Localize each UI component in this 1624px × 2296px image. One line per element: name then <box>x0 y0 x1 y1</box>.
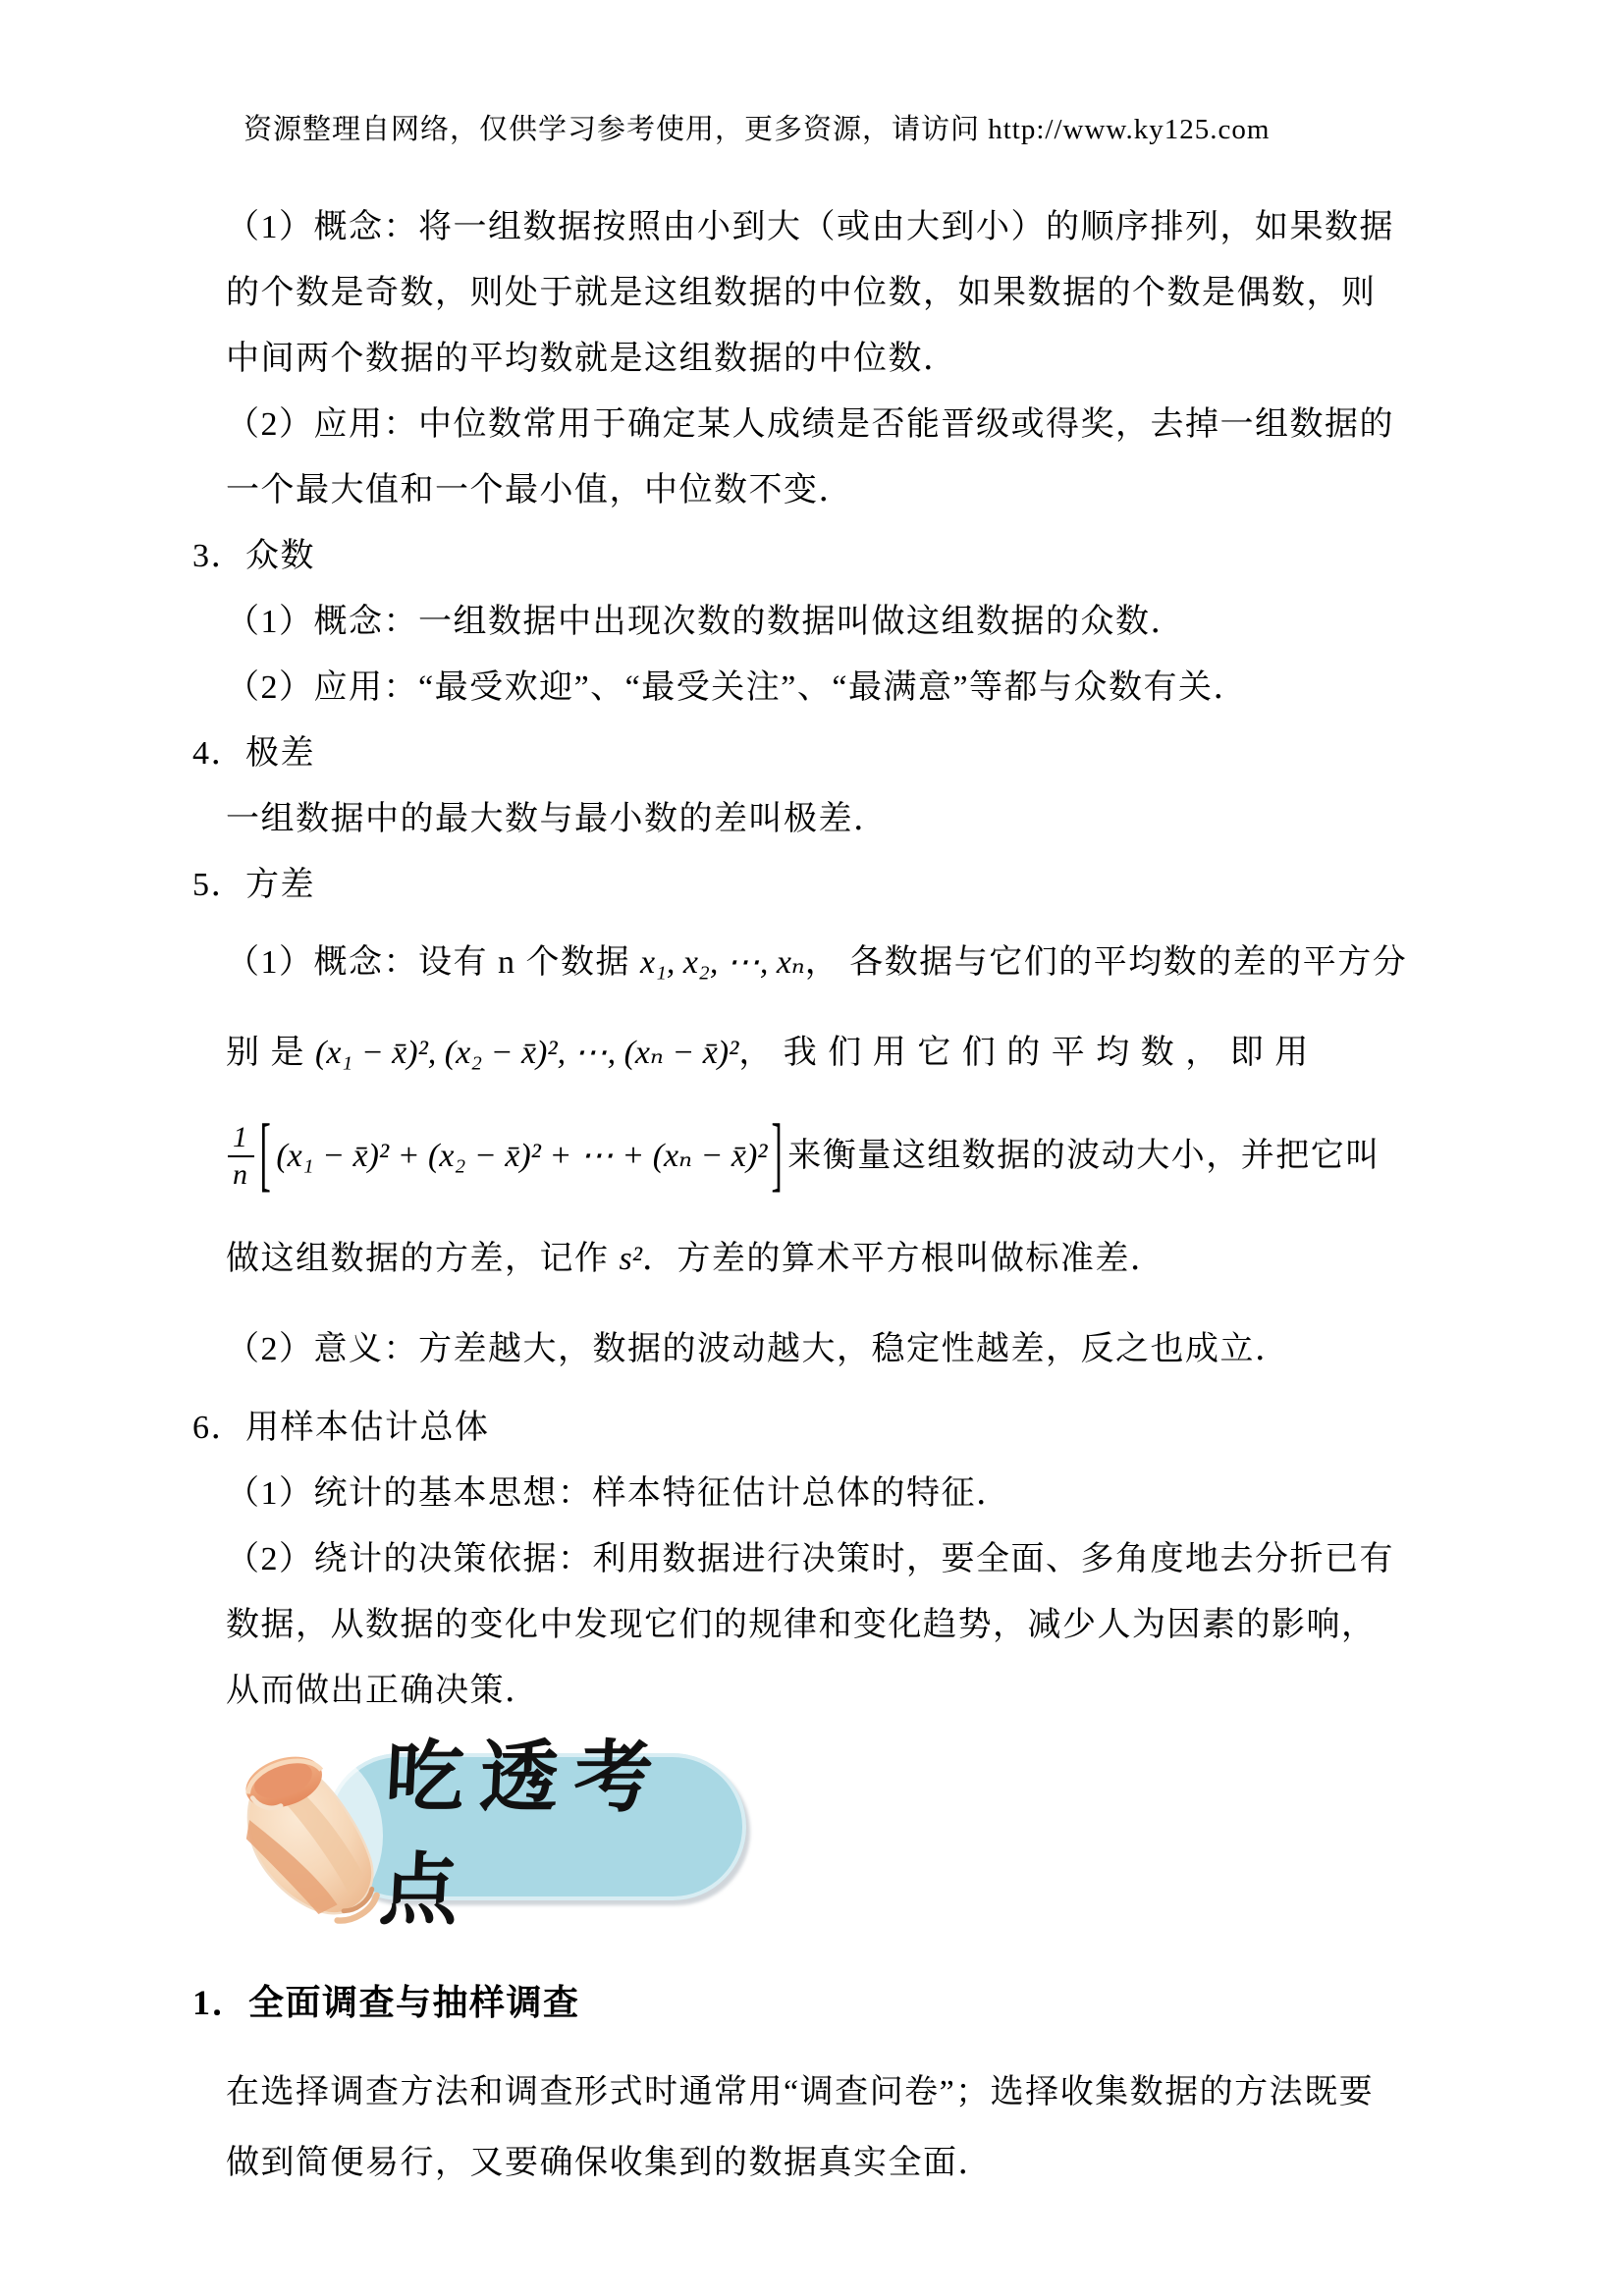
variance-concept-line-4 <box>0 1214 1624 1305</box>
median-concept-line-2: 的个数是奇数，则处于就是这组数据的中位数，如果数据的个数是偶数，则 <box>226 275 1377 311</box>
variance-text: （1）概念：设有 n 个数据 <box>226 944 640 981</box>
mode-concept-line: （1）概念：一组数据中出现次数的数据叫做这组数据的众数． <box>226 604 1185 640</box>
math-s-squared: s² <box>619 1241 642 1277</box>
keypoint-line-2: 做到简便易行，又要确保收集到的数据真实全面． <box>226 2145 993 2181</box>
variance-formula-line <box>0 1098 1624 1214</box>
key-points-banner <box>0 1735 1624 1948</box>
sample-line-1: （1）统计的基本思想：样本特征估计总体的特征． <box>226 1475 1011 1512</box>
variance-concept-line-2 <box>0 1008 1624 1098</box>
fraction-one-over-n <box>228 1121 254 1192</box>
right-bracket: ] <box>771 1109 785 1201</box>
variance-text: ．方差的算术平方根叫做标准差． <box>641 1241 1165 1277</box>
section-heading-sample: 6．用样本估计总体 <box>192 1410 490 1446</box>
math-x-sequence: x₁, x₂, ⋯, xₙ <box>640 944 805 981</box>
variance-meaning-line: （2）意义：方差越大，数据的波动越大，稳定性越差，反之也成立． <box>226 1331 1290 1367</box>
keypoint-line-1: 在选择调查方法和调查形式时通常用“调查问卷”；选择收集数据的方法既要 <box>226 2074 1375 2110</box>
header-notice: 资源整理自网络，仅供学习参考使用，更多资源，请访问 http://www.ky125.com <box>244 114 1271 145</box>
median-concept-line-3: 中间两个数据的平均数就是这组数据的中位数． <box>226 341 958 377</box>
keypoint-heading: 1．全面调查与抽样调查 <box>192 1983 580 2022</box>
variance-concept-line-1 <box>0 918 1624 1008</box>
mode-usage-line: （2）应用：“最受欢迎”、“最受关注”、“最满意”等都与众数有关． <box>226 669 1249 706</box>
section-heading-mode: 3．众数 <box>192 538 315 574</box>
math-sum-of-squares: (x₁ − x̄)² + (x₂ − x̄)² + ⋯ + (xₙ − x̄)² <box>276 1138 768 1174</box>
variance-text: ， 各数据与它们的平均数的差的平方分 <box>804 944 1408 981</box>
banner-title: 吃透考点 <box>377 1735 671 1935</box>
median-usage-line-2: 一个最大值和一个最小值，中位数不变． <box>226 472 853 508</box>
variance-text: 做这组数据的方差，记作 <box>226 1241 620 1277</box>
seashell-icon <box>234 1741 391 1938</box>
fraction-denominator: n <box>233 1158 249 1191</box>
section-heading-range: 4．极差 <box>192 735 315 772</box>
variance-text: 来衡量这组数据的波动大小，并把它叫 <box>787 1138 1380 1174</box>
median-usage-line-1: （2）应用：中位数常用于确定某人成绩是否能晋级或得奖，去掉一组数据的 <box>226 406 1394 443</box>
median-concept-line-1: （1）概念：将一组数据按照由小到大（或由大到小）的顺序排列，如果数据 <box>226 209 1394 245</box>
math-squared-deviations: (x₁ − x̄)², (x₂ − x̄)², ⋯, (xₙ − x̄)² <box>315 1035 739 1071</box>
document-body <box>0 194 1624 2199</box>
variance-text: 别 是 <box>226 1035 315 1071</box>
section-heading-variance: 5．方差 <box>192 867 315 903</box>
sample-line-2: （2）绕计的决策依据：利用数据进行决策时，要全面、多角度地去分折已有 <box>226 1541 1394 1577</box>
sample-line-4: 从而做出正确决策． <box>226 1673 540 1709</box>
fraction-numerator: 1 <box>228 1121 254 1157</box>
sample-line-3: 数据，从数据的变化中发现它们的规律和变化趋势，减少人为因素的影响， <box>226 1607 1377 1643</box>
left-bracket: [ <box>259 1109 273 1201</box>
variance-text: ， 我 们 用 它 们 的 平 均 数 ， 即 用 <box>738 1035 1310 1071</box>
range-definition-line: 一组数据中的最大数与最小数的差叫极差． <box>226 801 889 837</box>
